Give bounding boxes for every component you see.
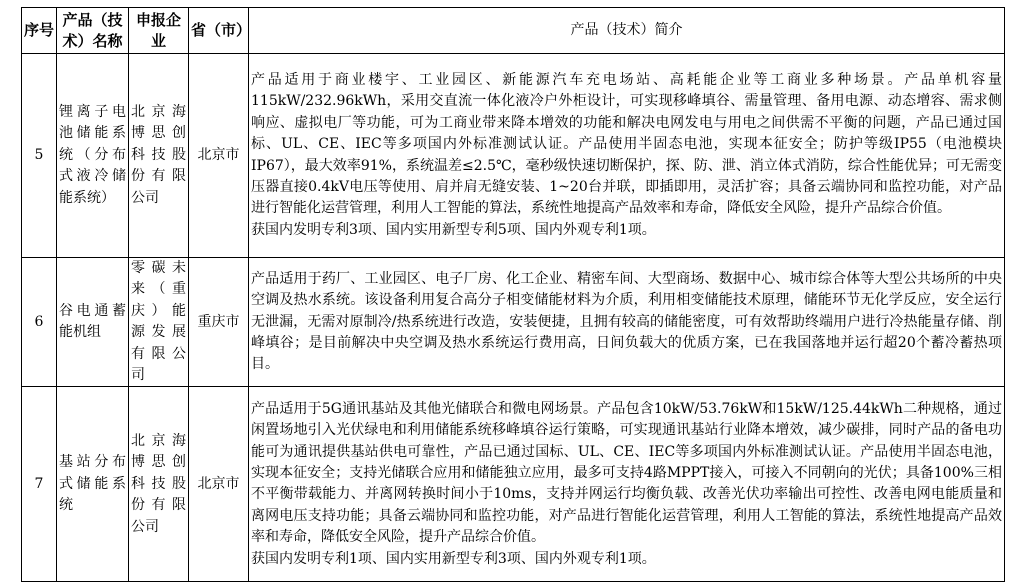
province: 重庆市 <box>189 258 249 387</box>
patent-summary: 获国内发明专利1项、国内实用新型专利3项、国内外观专利1项。 <box>251 550 656 567</box>
product-name: 谷电通蓄能机组 <box>57 258 129 387</box>
row-index: 7 <box>22 387 57 582</box>
table-row <box>22 258 1005 387</box>
product-description-cell <box>249 387 1005 582</box>
header-company: 申报企业 <box>129 8 189 54</box>
table-row <box>22 387 1005 582</box>
product-description-cell <box>249 258 1005 387</box>
product-description: 产品适用于药厂、工业园区、电子厂房、化工企业、精密车间、大型商场、数据中心、城市综合体等大型公共场所的中央空调及热水系统。该设备利用复合高分子相变储能材料为介质，利用相变储能技术原理，储能环节无化学反应，安全运行无泄漏，无需对原制冷/热系统进行改造，安装便捷，且拥有较高的储能密度，可有效帮助终端用户进行冷热能量存储、削峰填谷；是目前解决中央空调及热水系统运行费用高，日间负载大的优质方案，已在我国落地并运行超20个蓄冷蓄热项目。 <box>251 270 1002 373</box>
product-table <box>21 7 1005 582</box>
header-province: 省（市） <box>189 8 249 54</box>
row-index: 6 <box>22 258 57 387</box>
header-description: 产品（技术）简介 <box>249 8 1005 54</box>
province: 北京市 <box>189 54 249 258</box>
header-index: 序号 <box>22 8 57 54</box>
product-name: 基站分布式储能系统 <box>57 387 129 582</box>
header-name: 产品（技术）名称 <box>57 8 129 54</box>
province: 北京市 <box>189 387 249 582</box>
company-name: 零碳未来（重庆）能源发展有限公司 <box>129 258 189 387</box>
company-name: 北京海博思创科技股份有限公司 <box>129 387 189 582</box>
product-description: 产品适用于商业楼宇、工业园区、新能源汽车充电场站、高耗能企业等工商业多种场景。产品单机容量115kW/232.96kWh，采用交直流一体化液冷户外柜设计，可实现移峰填谷、需量管理、备用电源、动态增容、需求侧响应、虚拟电厂等功能，可为工商业带来降本增效的功能和解决电网发电与用电之间供需不平衡的问题，产品已通过国标、UL、CE、IEC等多项国内外标准测试认证。产品使用半固态电池，实现本征安全；防护等级IP55（电池模块IP67），最大效率91%，系统温差≤2.5℃，毫秒级快速切断保护，探、防、泄、消立体式消防，综合性能优异；可无需变压器直接0.4kV电压等使用、肩并肩无缝安装、1~20台并联，即插即用，灵活扩容；具备云端协同和监控功能，对产品进行智能化运营管理，利用人工智能的算法，系统性地提高产品效率和寿命，降低安全风险，提升产品综合价值。 <box>251 71 1002 217</box>
product-description: 产品适用于5G通讯基站及其他光储联合和微电网场景。产品包含10kW/53.76kW和15kW/125.44kWh二种规格，通过闲置场地引入光伏绿电和利用储能系统移峰填谷运行策略，可实现通讯基站行业降本增效，减少碳排，同时产品的备电功能可为通讯提供基站供电可靠性，产品已通过国标、UL、CE、IEC等多项国内外标准测试认证。产品使用半固态电池，实现本征安全；支持光储联合应用和储能独立应用，最多可支持4路MPPT接入，可接入不同朝向的光伏；具备100%三相不平衡带载能力、并离网转换时间小于10ms，支持并网运行均衡负载、改善光伏功率输出可控性、改善电网电能质量和离网电压支持功能；具备云端协同和监控功能，对产品进行智能化运营管理，利用人工智能的算法，系统性地提高产品效率和寿命，降低安全风险，提升产品综合价值。 <box>251 400 1002 546</box>
header-row <box>22 8 1005 54</box>
product-description-cell <box>249 54 1005 258</box>
product-name: 锂离子电池储能系统（分布式液冷储能系统） <box>57 54 129 258</box>
row-index: 5 <box>22 54 57 258</box>
company-name: 北京海博思创科技股份有限公司 <box>129 54 189 258</box>
patent-summary: 获国内发明专利3项、国内实用新型专利5项、国内外观专利1项。 <box>251 221 656 238</box>
table-row <box>22 54 1005 258</box>
